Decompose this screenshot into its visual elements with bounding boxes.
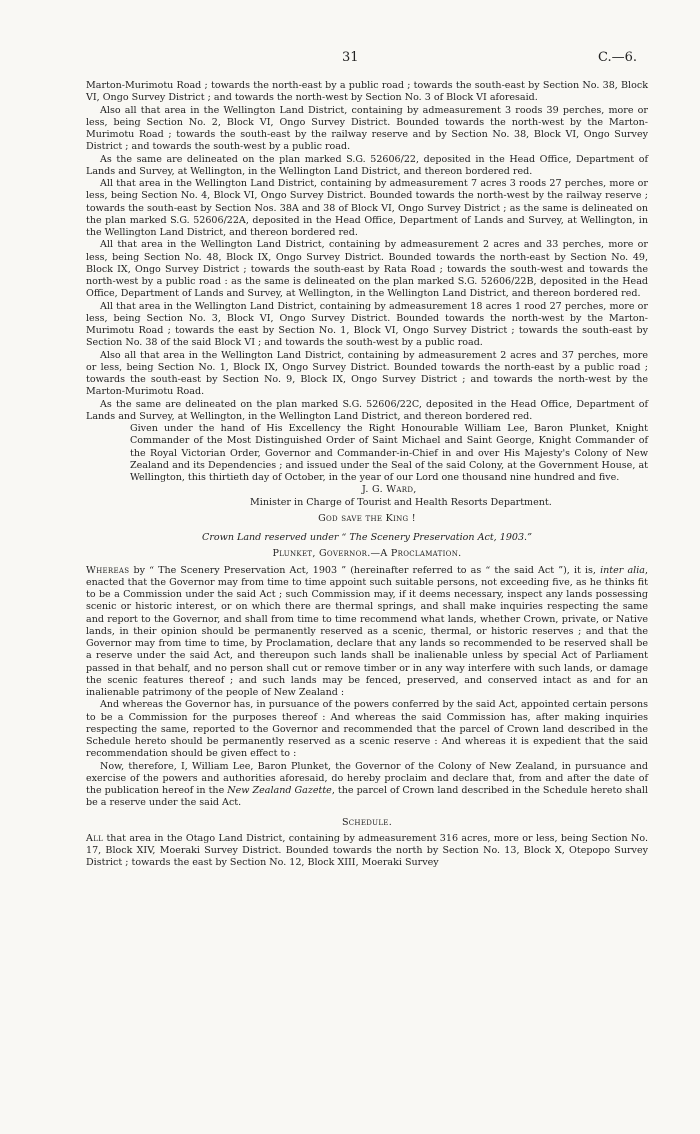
schedule-lead: All <box>86 832 104 844</box>
paragraph-section-1: Also all that area in the Wellington Land District, containing by admeasurement 2 acres and 37 perches, more or less, being Section No. 1, Block IX, Ongo Survey District. Bounded towards the north-east by a public road ; towards the south-east by Section No. 9, Block IX, Ongo Survey District ; and towards the north-west by the Marton-Murimotu Road. <box>86 349 648 398</box>
paragraph-section-3: All that area in the Wellington Land District, containing by admeasurement 18 acres 1 rood 27 perches, more or less, being Section No. 3, Block VI, Ongo Survey District. Bounded towards the north-west by the Marton-Murimotu Road ; towards the east by Section No. 1, Block VI, Ongo Survey District ; towards the south-east by Section No. 38 of the said Block VI ; and towards the south-west by a public road. <box>86 300 648 349</box>
given-under-hand: Given under the hand of His Excellency the Right Honourable William Lee, Baron Plunket, Knight Commander of the Most Distinguished Order of Saint Michael and Saint George, Knight Commander of the Royal Victorian Order, Governor and Commander-in-Chief in and over His Majesty's Colony of New Zealand and its Dependencies ; and issued under the Seal of the said Colony, at the Government House, at Wellington, this thirtieth day of October, in the year of our Lord one thousand nine hundred and five. <box>130 423 648 483</box>
now-therefore-text-b: , the parcel of Crown land described in the Schedule hereto shall be a reserve under the said Act. <box>86 785 648 809</box>
whereas-text-a: by “ The Scenery Preservation Act, 1903 ” (hereinafter referred to as “ the said Act ”), it is, <box>129 564 601 576</box>
paragraph-continuation: Marton-Murimotu Road ; towards the north-east by a public road ; towards the south-east by Section No. 38, Block VI, Ongo Survey District ; and towards the north-west by Section No. 3 of Block VI aforesaid. <box>86 80 648 104</box>
schedule-paragraph <box>86 833 648 870</box>
schedule-text: that area in the Otago Land District, containing by admeasurement 316 acres, more or less, being Section No. 17, Block XIV, Moeraki Survey District. Bounded towards the north by Section No. 13, Block X, Otepopo Survey District ; towards the east by Section No. 12, Block XIII, Moeraki Survey <box>86 832 648 869</box>
paragraph-section-2: Also all that area in the Wellington Land District, containing by admeasurement 3 roods 39 perches, more or less, being Section No. 2, Block VI, Ongo Survey District. Bounded towards the north-west by the Marton-Murimotu Road ; towards the south-east by the railway reserve and by Section No. 38, Block VI, Ongo Survey District ; and towards the south-west by a public road. <box>86 104 648 153</box>
document-code: C.—6. <box>598 50 638 65</box>
paragraph-section-48: All that area in the Wellington Land District, containing by admeasurement 2 acres and 33 perches, more or less, being Section No. 48, Block IX, Ongo Survey District. Bounded towards the north-east by Section No. 49, Block IX, Ongo Survey District ; towards the south-east by Rata Road ; towards the south-west and towards the north-west by a public road : as the same is delineated on the plan marked S.G. 52606/22B, deposited in the Head Office, Department of Lands and Survey, at Wellington, in the Wellington Land District, and thereon bordered red. <box>86 239 648 300</box>
section-title: Crown Land reserved under “ The Scenery Preservation Act, 1903.” <box>202 532 532 543</box>
schedule-heading: Schedule. <box>341 816 393 828</box>
signature: J. G. Ward, <box>362 484 417 496</box>
paragraph-plan-22: As the same are delineated on the plan marked S.G. 52606/22, deposited in the Head Office, Department of Lands and Survey, at Wellington, in the Wellington Land District, and thereon bordered red. <box>86 153 648 177</box>
whereas-paragraph <box>86 565 648 700</box>
whereas-italic: inter alia <box>600 564 645 576</box>
page-header <box>0 50 700 70</box>
now-therefore-italic: New Zealand Gazette <box>227 785 332 796</box>
paragraph-section-4: All that area in the Wellington Land District, containing by admeasurement 7 acres 3 roods 27 perches, more or less, being Section No. 4, Block VI, Ongo Survey District. Bounded towards the north-west by the railway reserve ; towards the south-east by Section Nos. 38A and 38 of Block VI, Ongo Survey District ; as the same is delineated on the plan marked S.G. 52606/22A, deposited in the Head Office, Department of Lands and Survey, at Wellington, in the Wellington Land District, and thereon bordered red. <box>86 178 648 238</box>
and-whereas-paragraph: And whereas the Governor has, in pursuance of the powers conferred by the said Act, appointed certain persons to be a Commission for the purposes thereof : And whereas the said Commission has, after making inquiries respecting the same, reported to the Governor and recommended that the parcel of Crown land described in the Schedule hereto should be permanently reserved as a scenic reserve : And whereas it is expedient that the said recommendation should be given effect to : <box>86 699 648 760</box>
document-body <box>86 80 648 870</box>
page-number: 31 <box>342 50 359 65</box>
whereas-lead: Whereas <box>86 564 130 576</box>
minister-title: Minister in Charge of Tourist and Health Resorts Department. <box>250 496 552 508</box>
now-therefore-paragraph <box>86 761 648 810</box>
paragraph-plan-22c: As the same are delineated on the plan marked S.G. 52606/22C, deposited in the Head Office, Department of Lands and Survey, at Wellington, in the Wellington Land District, and thereon bordered red. <box>86 398 648 422</box>
god-save-the-king: God save the King ! <box>318 512 416 524</box>
whereas-text-b: , enacted that the Governor may from time to time appoint such suitable persons, not exceeding five, as he thinks fit to be a Commission under the said Act ; such Commission may, if it deems necessary, inspect any lands possessing scenic or historic interest, or on which there are thermal springs, and shall make inquiries respecting the same and report to the Governor, and shall from time to time recommend what lands, whether Crown, private, or Native lands, in their opinion should be permanently reserved as a scenic, thermal, or historic reserves ; and that the Governor may from time to time, by Proclamation, declare that any lands so recommended to be reserved shall be a reserve under the said Act, and thereupon such lands shall be inalienable unless by special Act of Parliament passed in that behalf, and no person shall cut or remove timber or in any way interfere with such lands, or damage the scenic features thereof ; and such lands may be fenced, preserved, and conserved intact as and for an inalienable patrimony of the people of New Zealand : <box>86 564 648 698</box>
now-therefore-text-a: Now, therefore, I, William Lee, Baron Plunket, the Governor of the Colony of New Zealand, in pursuance and exercise of the powers and authorities aforesaid, do hereby proclaim and declare that, from and after the date of the publication hereof in the <box>86 760 648 796</box>
proclamation-line: Plunket, Governor.—A Proclamation. <box>272 548 462 560</box>
